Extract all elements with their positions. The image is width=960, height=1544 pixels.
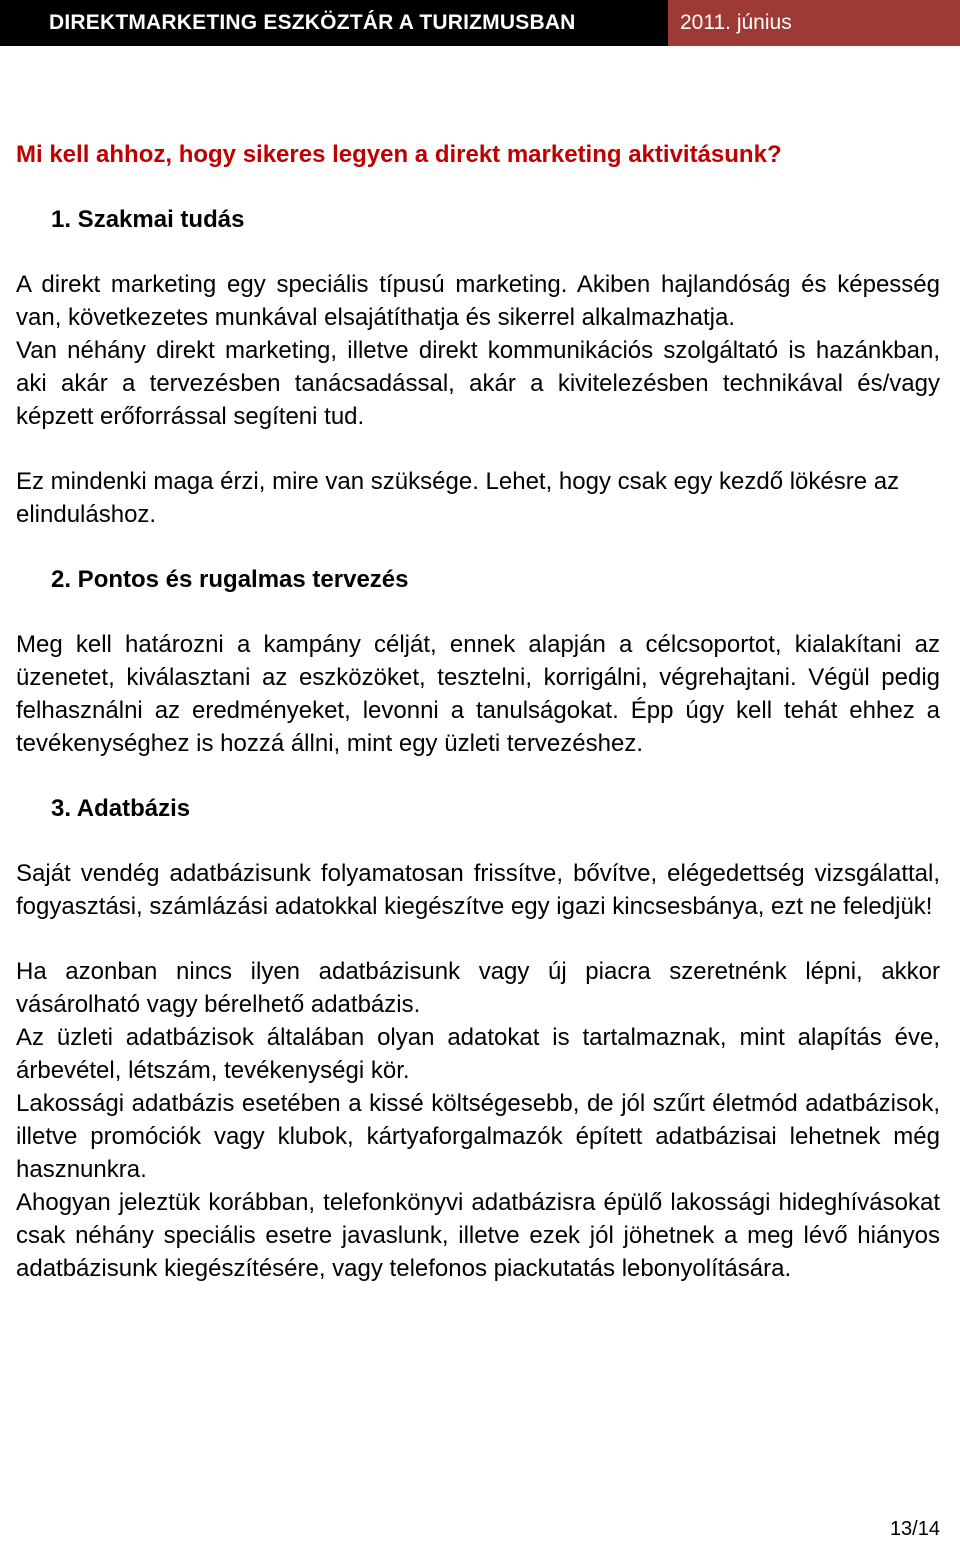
heading-adatbazis: 3. Adatbázis <box>51 795 191 822</box>
paragraph: Az üzleti adatbázisok általában olyan adatokat is tartalmaznak, mint alapítás éve, árbevétel, létszám, tevékenységi kör. <box>16 1024 940 1084</box>
paragraph: Ez mindenki maga érzi, mire van szüksége. Lehet, hogy csak egy kezdő lökésre az elinduláshoz. <box>16 468 900 528</box>
paragraph: Saját vendég adatbázisunk folyamatosan frissítve, bővítve, elégedettség vizsgálattal, fogyasztási, számlázási adatokkal kiegészítve egy igazi kincsesbánya, ezt ne feledjük! <box>16 860 940 920</box>
header-date-bar <box>668 0 960 46</box>
paragraph: Ha azonban nincs ilyen adatbázisunk vagy új piacra szeretnénk lépni, akkor vásárolható vagy bérelhető adatbázis. <box>16 958 940 1018</box>
paragraph: Meg kell határozni a kampány célját, ennek alapján a célcsoportot, kialakítani az üzenetet, kiválasztani az eszközöket, tesztelni, korrigálni, végrehajtani. Végül pedig felhasználni az eredményeket, levonni a tanulságokat. Épp úgy kell tehát ehhez a tevékenységhez is hozzá állni, mint egy üzleti tervezéshez. <box>16 631 940 757</box>
document-title: DIREKTMARKETING ESZKÖZTÁR A TURIZMUSBAN <box>49 11 576 34</box>
heading-szakmai-tudas: 1. Szakmai tudás <box>51 206 245 233</box>
paragraph: Ahogyan jeleztük korábban, telefonkönyvi adatbázisra épülő lakossági hideghívásokat csak néhány speciális esetre javaslunk, illetve ezek jól jöhetnek a meg lévő hiányos adatbázisunk kiegészítésére, vagy telefonos piackutatás lebonyolítására. <box>16 1189 940 1282</box>
section-question: Mi kell ahhoz, hogy sikeres legyen a direkt marketing aktivitásunk? <box>16 141 782 168</box>
heading-tervezes: 2. Pontos és rugalmas tervezés <box>51 566 409 593</box>
page-number: 13/14 <box>889 1518 940 1540</box>
document-date: 2011. június <box>680 11 792 34</box>
header-title-bar <box>0 0 668 46</box>
paragraph: Lakossági adatbázis esetében a kissé költségesebb, de jól szűrt életmód adatbázisok, illetve promóciók vagy klubok, kártyaforgalmazók épített adatbázisai lehetnek még hasznunkra. <box>16 1090 940 1183</box>
paragraph: Van néhány direkt marketing, illetve direkt kommunikációs szolgáltató is hazánkban, aki akár a tervezésben tanácsadással, akár a kivitelezésben technikával és/vagy képzett erőforrással segíteni tud. <box>16 337 940 430</box>
page-header <box>0 0 960 46</box>
page-body <box>16 138 940 1285</box>
paragraph: A direkt marketing egy speciális típusú marketing. Akiben hajlandóság és képesség van, következetes munkával elsajátíthatja és sikerrel alkalmazhatja. <box>16 271 940 331</box>
